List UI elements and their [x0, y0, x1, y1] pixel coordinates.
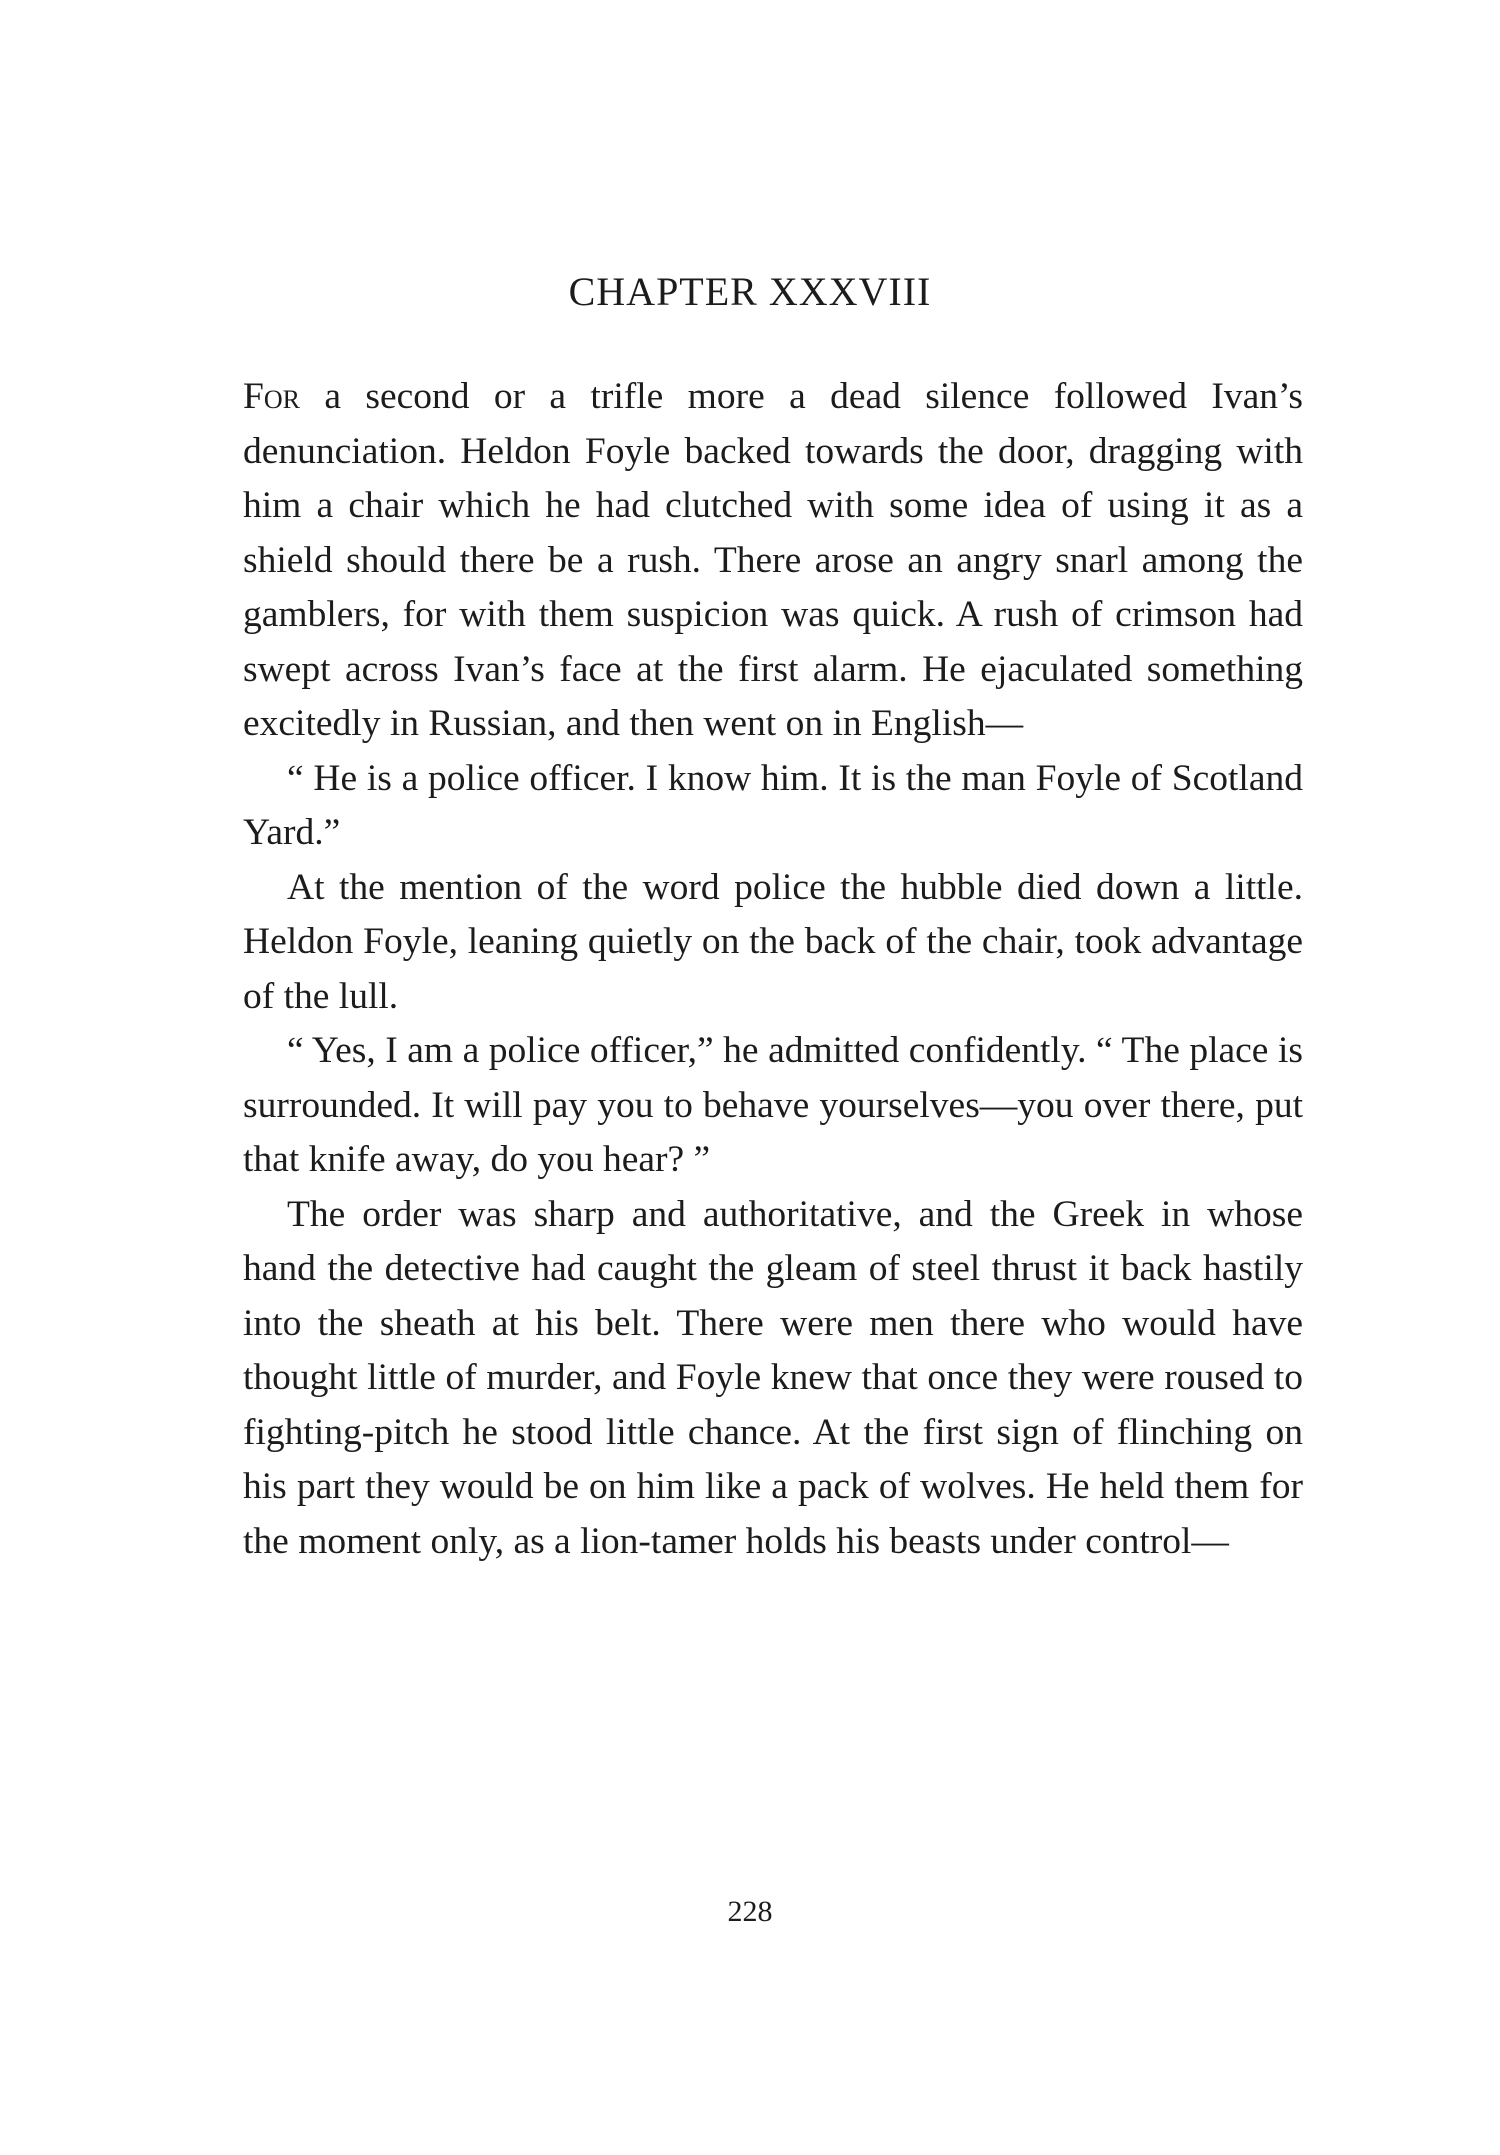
- paragraph-1: [243, 370, 1303, 752]
- chapter-title: CHAPTER XXXVIII: [568, 269, 932, 314]
- paragraph-3: At the mention of the word police the hubble died down a little. Heldon Foyle, leaning quietly on the back of the chair, took advantage of the lull.: [243, 866, 1303, 1017]
- paragraph-5: The order was sharp and authoritative, and the Greek in whose hand the detective had caught the gleam of steel thrust it back hastily into the sheath at his belt. There were men there who would have thought little of murder, and Foyle knew that once they were roused to fighting-pitch he stood little chance. At the first sign of flinching on his part they would be on him like a pack of wolves. He held them for the moment only, as a lion-tamer holds his beasts under control—: [243, 1193, 1303, 1562]
- body-text: [243, 370, 1303, 1569]
- page-number: 228: [727, 1895, 773, 1928]
- paragraph-2: “ He is a police officer. I know him. It is the man Foyle of Scotland Yard.”: [243, 757, 1303, 853]
- paragraph-4: “ Yes, I am a police officer,” he admitted confidently. “ The place is surrounded. It will pay you to behave yourselves—you over there, put that knife away, do you hear? ”: [243, 1030, 1303, 1180]
- paragraph-1-text: a second or a trifle more a dead silence followed Ivan’s denunciation. Heldon Foyle backed towards the door, dragging with him a chair which he had clutched with some idea of using it as a shield should there be a rush. There arose an angry snarl among the gamblers, for with them suspicion was quick. A rush of crimson had swept across Ivan’s face at the first alarm. He ejaculated something excitedly in Russian, and then went on in English—: [243, 376, 1303, 744]
- paragraph-lead-word: For: [243, 376, 300, 417]
